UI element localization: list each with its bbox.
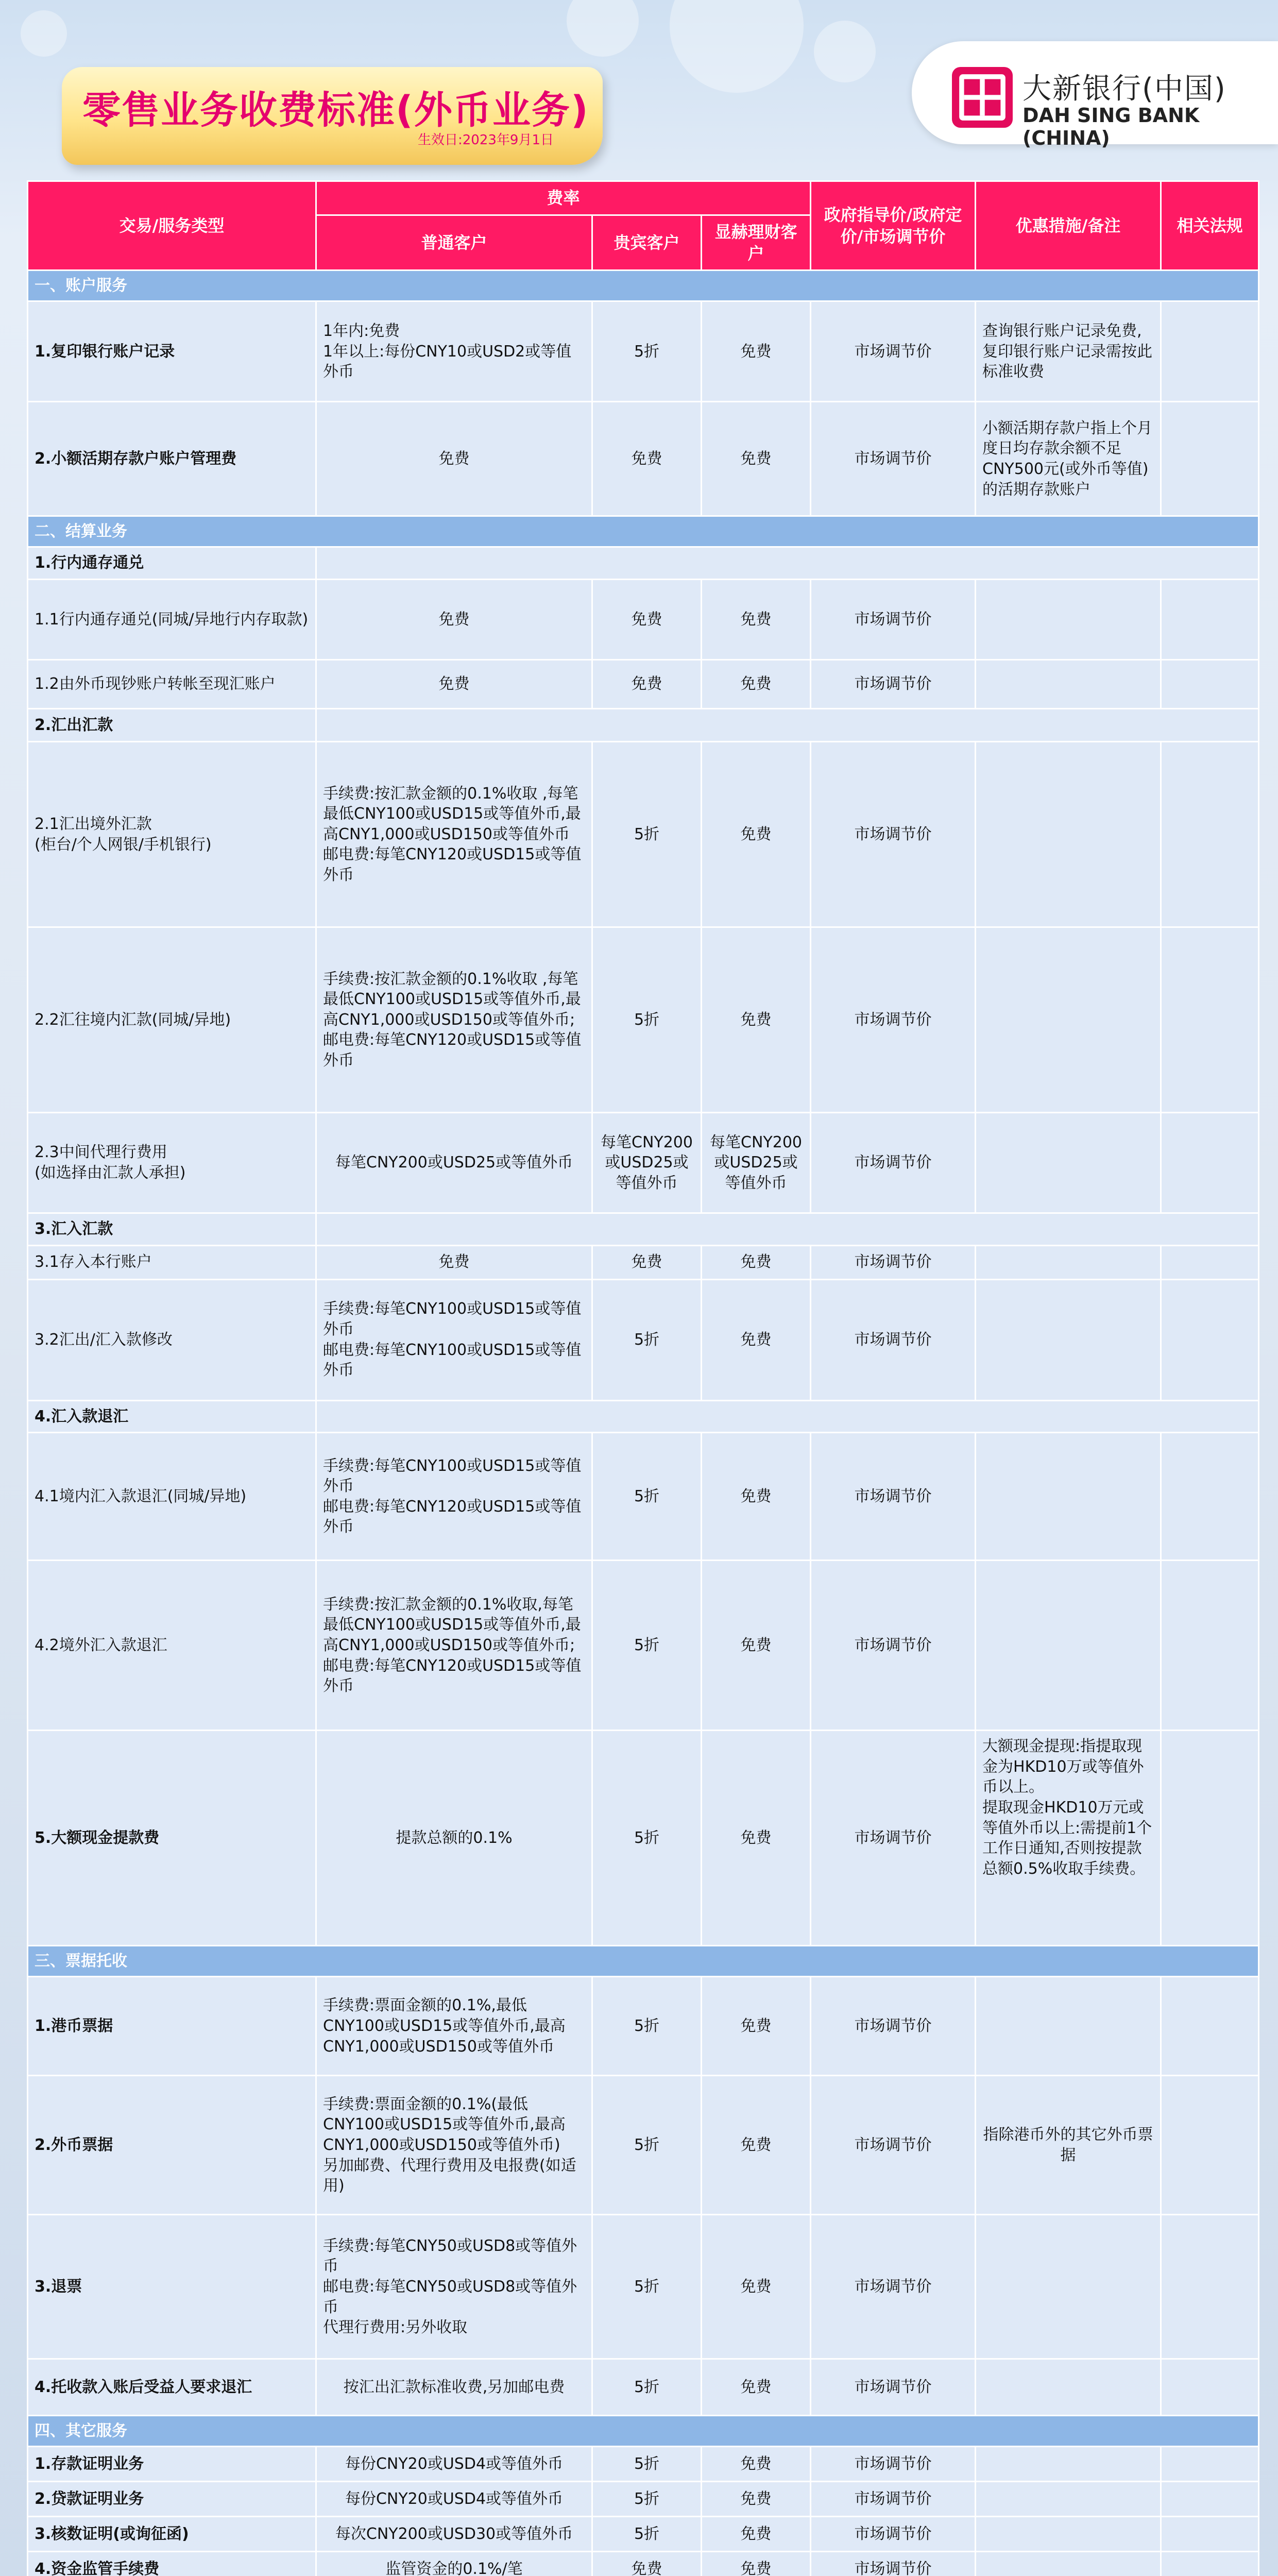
- wealth-fee: 免费: [702, 1433, 811, 1561]
- table-row: [28, 660, 1259, 709]
- table-row: [28, 580, 1259, 660]
- wealth-fee: 免费: [702, 1245, 811, 1279]
- pricing: 市场调节价: [811, 2482, 976, 2517]
- normal-fee: 手续费:每笔CNY50或USD8或等值外币 邮电费:每笔CNY50或USD8或等值外币 代理行费用:另外收取: [316, 2215, 592, 2359]
- law: [1161, 1731, 1259, 1946]
- law: [1161, 1561, 1259, 1731]
- law: [1161, 580, 1259, 660]
- normal-fee: 免费: [316, 580, 592, 660]
- vip-fee: 5折: [592, 742, 702, 927]
- wealth-fee: 免费: [702, 1731, 811, 1946]
- vip-fee: 免费: [592, 660, 702, 709]
- page-title: 零售业务收费标准(外币业务): [82, 88, 589, 132]
- pricing: 市场调节价: [811, 2517, 976, 2552]
- dah-sing-logo-icon: [952, 67, 1013, 128]
- table-row: [28, 402, 1259, 516]
- normal-fee: 免费: [316, 660, 592, 709]
- pricing: 市场调节价: [811, 301, 976, 402]
- bank-name-cn: 大新银行(中国): [1023, 72, 1226, 106]
- row-name: 2.外币票据: [28, 2076, 316, 2215]
- table-row: [28, 2517, 1259, 2552]
- vip-fee: 5折: [592, 1977, 702, 2076]
- effective-date: 生效日:2023年9月1日: [417, 132, 554, 148]
- pricing: 市场调节价: [811, 660, 976, 709]
- normal-fee: 每笔CNY200或USD25或等值外币: [316, 1113, 592, 1213]
- remark: [976, 1279, 1161, 1400]
- wealth-fee: 免费: [702, 2447, 811, 2482]
- remark: [976, 2215, 1161, 2359]
- row-name: 2.1汇出境外汇款 (柜台/个人网银/手机银行): [28, 742, 316, 927]
- normal-fee: 手续费:票面金额的0.1%,最低CNY100或USD15或等值外币,最高CNY1,000或USD150或等值外币: [316, 1977, 592, 2076]
- pricing: 市场调节价: [811, 1113, 976, 1213]
- section-title: 一、账户服务: [28, 270, 1259, 301]
- header-fee: 费率: [316, 181, 811, 215]
- row-name: 3.1存入本行账户: [28, 1245, 316, 1279]
- bank-logo: [912, 41, 1278, 149]
- remark: [976, 2552, 1161, 2576]
- header-remark: 优惠措施/备注: [976, 181, 1161, 270]
- row-name: 2.贷款证明业务: [28, 2482, 316, 2517]
- row-name: 1.复印银行账户记录: [28, 301, 316, 402]
- table-row: [28, 1245, 1259, 1279]
- section-title: 三、票据托收: [28, 1946, 1259, 1977]
- table-row: [28, 301, 1259, 402]
- remark: 查询银行账户记录免费,复印银行账户记录需按此标准收费: [976, 301, 1161, 402]
- row-name: 1.1行内通存通兑(同城/异地行内存取款): [28, 580, 316, 660]
- row-name: 4.2境外汇入款退汇: [28, 1561, 316, 1731]
- wealth-fee: 免费: [702, 2215, 811, 2359]
- row-name: 1.行内通存通兑: [28, 547, 316, 580]
- remark: 小额活期存款户指上个月度日均存款余额不足CNY500元(或外币等值)的活期存款账户: [976, 402, 1161, 516]
- normal-fee: 手续费:每笔CNY100或USD15或等值外币 邮电费:每笔CNY100或USD15或等值外币: [316, 1279, 592, 1400]
- table-row: [28, 1400, 1259, 1433]
- table-row: [28, 2215, 1259, 2359]
- table-row: [28, 742, 1259, 927]
- pricing: 市场调节价: [811, 2552, 976, 2576]
- normal-fee: 监管资金的0.1%/笔: [316, 2552, 592, 2576]
- table-row: [28, 1561, 1259, 1731]
- remark: [976, 2447, 1161, 2482]
- row-name: 4.托收款入账后受益人要求退汇: [28, 2359, 316, 2416]
- pricing: 市场调节价: [811, 927, 976, 1113]
- table-row: [28, 1279, 1259, 1400]
- law: [1161, 301, 1259, 402]
- wealth-fee: 免费: [702, 2359, 811, 2416]
- table-row: [28, 1977, 1259, 2076]
- law: [1161, 927, 1259, 1113]
- row-name: 2.2汇往境内汇款(同城/异地): [28, 927, 316, 1113]
- vip-fee: 免费: [592, 1245, 702, 1279]
- row-name: 3.2汇出/汇入款修改: [28, 1279, 316, 1400]
- table-row: [28, 2359, 1259, 2416]
- pricing: 市场调节价: [811, 2215, 976, 2359]
- pricing: 市场调节价: [811, 1731, 976, 1946]
- remark: [976, 742, 1161, 927]
- remark: [976, 580, 1161, 660]
- normal-fee: 免费: [316, 402, 592, 516]
- law: [1161, 1245, 1259, 1279]
- row-name: 1.2由外币现钞账户转帐至现汇账户: [28, 660, 316, 709]
- row-name: 3.退票: [28, 2215, 316, 2359]
- vip-fee: 每笔CNY200或USD25或等值外币: [592, 1113, 702, 1213]
- row-name: 2.3中间代理行费用 (如选择由汇款人承担): [28, 1113, 316, 1213]
- vip-fee: 免费: [592, 580, 702, 660]
- law: [1161, 660, 1259, 709]
- normal-fee: 手续费:票面金额的0.1%(最低CNY100或USD15或等值外币,最高CNY1,000或USD150或等值外币) 另加邮费、代理行费用及电报费(如适用): [316, 2076, 592, 2215]
- normal-fee: 手续费:按汇款金额的0.1%收取,每笔最低CNY100或USD15或等值外币,最高CNY1,000或USD150或等值外币; 邮电费:每笔CNY120或USD15或等值外币: [316, 1561, 592, 1731]
- table-row: [28, 1113, 1259, 1213]
- vip-fee: 免费: [592, 402, 702, 516]
- table-row: [28, 1433, 1259, 1561]
- pricing: 市场调节价: [811, 580, 976, 660]
- vip-fee: 5折: [592, 2215, 702, 2359]
- remark: [976, 1245, 1161, 1279]
- row-name: 3.核数证明(或询征函): [28, 2517, 316, 2552]
- vip-fee: 5折: [592, 2517, 702, 2552]
- vip-fee: 5折: [592, 2482, 702, 2517]
- header-normal: 普通客户: [316, 215, 592, 270]
- row-name: 1.港币票据: [28, 1977, 316, 2076]
- wealth-fee: 免费: [702, 742, 811, 927]
- vip-fee: 5折: [592, 2359, 702, 2416]
- row-name: 2.小额活期存款户账户管理费: [28, 402, 316, 516]
- table-row: [28, 2447, 1259, 2482]
- table-row: [28, 1731, 1259, 1946]
- law: [1161, 1113, 1259, 1213]
- law: [1161, 1279, 1259, 1400]
- wealth-fee: 免费: [702, 1279, 811, 1400]
- wealth-fee: 免费: [702, 927, 811, 1113]
- law: [1161, 2215, 1259, 2359]
- pricing: 市场调节价: [811, 742, 976, 927]
- law: [1161, 1433, 1259, 1561]
- normal-fee: 每次CNY200或USD30或等值外币: [316, 2517, 592, 2552]
- wealth-fee: 免费: [702, 2517, 811, 2552]
- vip-fee: 5折: [592, 301, 702, 402]
- wealth-fee: 免费: [702, 660, 811, 709]
- remark: [976, 1977, 1161, 2076]
- wealth-fee: 免费: [702, 1977, 811, 2076]
- law: [1161, 2076, 1259, 2215]
- table-row: [28, 709, 1259, 742]
- header-type: 交易/服务类型: [28, 181, 316, 270]
- wealth-fee: 免费: [702, 580, 811, 660]
- remark: [976, 2359, 1161, 2416]
- table-row: [28, 2552, 1259, 2576]
- header-pricing: 政府指导价/政府定价/市场调节价: [811, 181, 976, 270]
- vip-fee: 5折: [592, 927, 702, 1113]
- pricing: 市场调节价: [811, 402, 976, 516]
- table-row: [28, 547, 1259, 580]
- header-law: 相关法规: [1161, 181, 1259, 270]
- remark: [976, 927, 1161, 1113]
- remark: 大额现金提现:指提取现金为HKD10万或等值外币以上。 提取现金HKD10万元或等值外币以上:需提前1个工作日通知,否则按提款总额0.5%收取手续费。: [976, 1731, 1161, 1946]
- row-name: 4.资金监管手续费: [28, 2552, 316, 2576]
- table-row: [28, 2076, 1259, 2215]
- law: [1161, 2552, 1259, 2576]
- pricing: 市场调节价: [811, 1561, 976, 1731]
- pricing: 市场调节价: [811, 1433, 976, 1561]
- law: [1161, 2447, 1259, 2482]
- normal-fee: 手续费:按汇款金额的0.1%收取 ,每笔最低CNY100或USD15或等值外币,最高CNY1,000或USD150或等值外币 邮电费:每笔CNY120或USD15或等值外币: [316, 742, 592, 927]
- remark: [976, 1561, 1161, 1731]
- row-name: 5.大额现金提款费: [28, 1731, 316, 1946]
- row-name: 4.汇入款退汇: [28, 1400, 316, 1433]
- wealth-fee: 每笔CNY200或USD25或等值外币: [702, 1113, 811, 1213]
- row-name: 2.汇出汇款: [28, 709, 316, 742]
- normal-fee: 1年内:免费 1年以上:每份CNY10或USD2或等值外币: [316, 301, 592, 402]
- normal-fee: 每份CNY20或USD4或等值外币: [316, 2447, 592, 2482]
- row-name: 3.汇入汇款: [28, 1213, 316, 1246]
- wealth-fee: 免费: [702, 2552, 811, 2576]
- header-wealth: 显赫理财客户: [702, 215, 811, 270]
- pricing: 市场调节价: [811, 1279, 976, 1400]
- wealth-fee: 免费: [702, 1561, 811, 1731]
- pricing: 市场调节价: [811, 2359, 976, 2416]
- section-title: 二、结算业务: [28, 516, 1259, 547]
- law: [1161, 402, 1259, 516]
- law: [1161, 2482, 1259, 2517]
- row-name: 4.1境内汇入款退汇(同城/异地): [28, 1433, 316, 1561]
- wealth-fee: 免费: [702, 301, 811, 402]
- normal-fee: 每份CNY20或USD4或等值外币: [316, 2482, 592, 2517]
- remark: [976, 2517, 1161, 2552]
- pricing: 市场调节价: [811, 2447, 976, 2482]
- wealth-fee: 免费: [702, 2076, 811, 2215]
- normal-fee: 提款总额的0.1%: [316, 1731, 592, 1946]
- section-title: 四、其它服务: [28, 2416, 1259, 2447]
- normal-fee: 按汇出汇款标准收费,另加邮电费: [316, 2359, 592, 2416]
- table-row: [28, 927, 1259, 1113]
- pricing: 市场调节价: [811, 1245, 976, 1279]
- pricing: 市场调节价: [811, 1977, 976, 2076]
- remark: [976, 2482, 1161, 2517]
- bank-name-en: DAH SING BANK (CHINA): [1023, 104, 1200, 149]
- header-vip: 贵宾客户: [592, 215, 702, 270]
- law: [1161, 742, 1259, 927]
- wealth-fee: 免费: [702, 402, 811, 516]
- law: [1161, 2359, 1259, 2416]
- table-row: [28, 1213, 1259, 1246]
- vip-fee: 5折: [592, 1731, 702, 1946]
- law: [1161, 2517, 1259, 2552]
- vip-fee: 5折: [592, 1279, 702, 1400]
- normal-fee: 免费: [316, 1245, 592, 1279]
- remark: 指除港币外的其它外币票据: [976, 2076, 1161, 2215]
- normal-fee: 手续费:每笔CNY100或USD15或等值外币 邮电费:每笔CNY120或USD15或等值外币: [316, 1433, 592, 1561]
- vip-fee: 5折: [592, 2447, 702, 2482]
- remark: [976, 1113, 1161, 1213]
- law: [1161, 1977, 1259, 2076]
- fee-table: [27, 180, 1258, 2576]
- remark: [976, 660, 1161, 709]
- title-banner: [62, 67, 603, 165]
- vip-fee: 5折: [592, 1433, 702, 1561]
- row-name: 1.存款证明业务: [28, 2447, 316, 2482]
- table-row: [28, 2482, 1259, 2517]
- vip-fee: 5折: [592, 1561, 702, 1731]
- vip-fee: 免费: [592, 2552, 702, 2576]
- wealth-fee: 免费: [702, 2482, 811, 2517]
- pricing: 市场调节价: [811, 2076, 976, 2215]
- normal-fee: 手续费:按汇款金额的0.1%收取 ,每笔最低CNY100或USD15或等值外币,最高CNY1,000或USD150或等值外币; 邮电费:每笔CNY120或USD15或等值外币: [316, 927, 592, 1113]
- remark: [976, 1433, 1161, 1561]
- vip-fee: 5折: [592, 2076, 702, 2215]
